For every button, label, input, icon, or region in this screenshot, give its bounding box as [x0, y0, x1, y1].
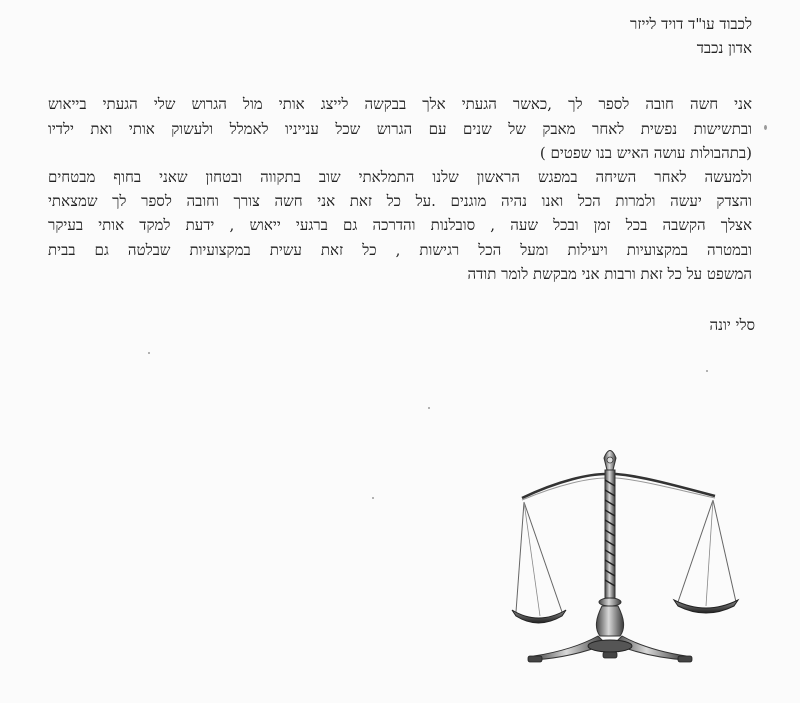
scan-speck [764, 125, 767, 130]
letter-body-line: (בתהבולות עושה האיש בנו שפטים ) [539, 144, 752, 162]
scan-speck [706, 370, 708, 372]
letter-body-line: והצדק יעשה ולמרות הכל ואנו נהיה מוגנים .על כל זאת אני חשה צורך וחובה לספר לך שמצאתי [48, 192, 752, 210]
letter-body-line: ובתשישות נפשית לאחר מאבק של שנים עם הגרוש שכל ענייניו לאמלל ולעשוק אותי ואת ילדיו [48, 120, 752, 138]
letter-body-line: ובמטרה במקצועיות ויעילות ומעל הכל רגישות , כל זאת עשית במקצועיות שבלטה גם בבית [48, 241, 752, 259]
letter-body-line: אני חשה חובה לספר לך ,כאשר הגעתי אלך בבקשה לייצג אותי מול הגרוש שלי הגעתי בייאוש [48, 95, 752, 113]
scan-speck [148, 352, 150, 354]
scales-of-justice-icon [510, 440, 740, 675]
letter-body-line: אצלך הקשבה בכל זמן ובכל שעה , סובלנות והדרכה גם ברגעי ייאוש , ידעת למקד אותי בעיקר [48, 216, 752, 234]
letter-signature: סלי יונה [709, 316, 755, 334]
letter-body-line: המשפט על כל זאת ורבות אני מבקשת לומר תודה [467, 265, 752, 283]
letter-body-line: ולמעשה לאחר השיחה במפגש הראשון שלנו התמלאתי שוב בתקווה ובטחון שאני בחוף מבטחים [48, 168, 752, 186]
scan-speck [372, 497, 374, 499]
scan-speck [428, 407, 430, 409]
letter-honorific: אדון נכבד [696, 39, 752, 57]
letter-recipient: לכבוד עו"ד דויד לייזר [629, 15, 752, 33]
